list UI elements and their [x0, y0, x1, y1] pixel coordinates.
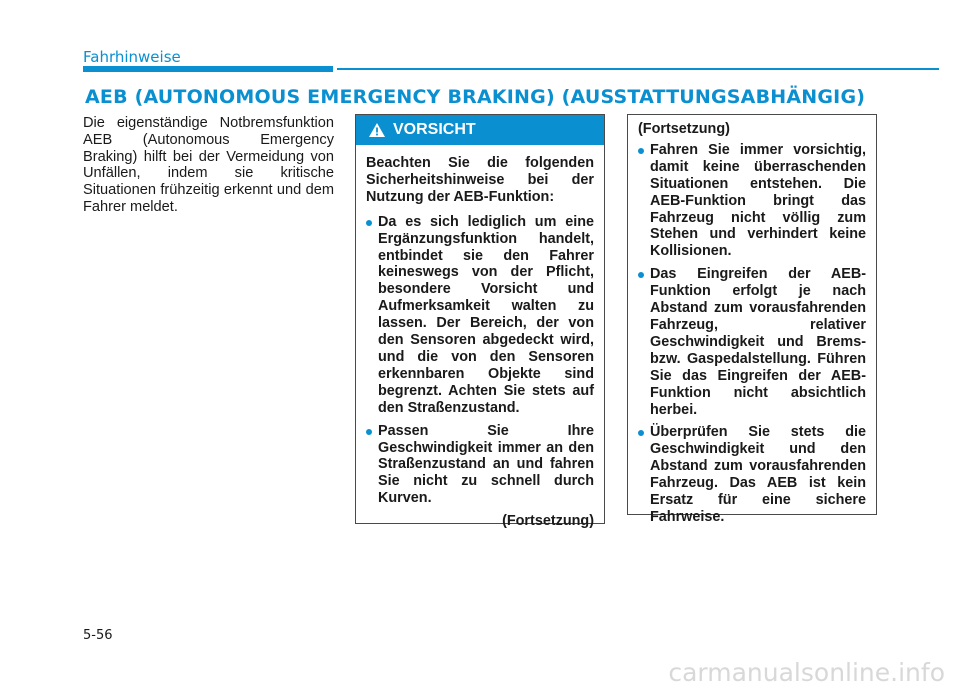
bullet-icon	[638, 430, 644, 436]
header-rule-thin	[337, 68, 939, 70]
list-item-text: Überprüfen Sie stets die Geschwindigkeit und den Abstand zum vorausfahrenden Fahrzeug. Das AEB ist kein Ersatz für eine sichere Fahrweise.	[650, 424, 866, 525]
bullet-icon	[638, 272, 644, 278]
caution-box	[355, 114, 605, 530]
watermark: carmanualsonline.info	[668, 658, 945, 687]
list-item-text: Das Eingreifen der AEB-Funktion erfolgt je nach Abstand zum vorausfahrenden Fahrzeug, relativer Geschwindigkeit und Brems- bzw. Gaspedalstellung. Führen Sie das Eingreifen der AEB-Funktion nicht absichtlich herbei.	[650, 266, 866, 418]
list-item	[638, 142, 866, 260]
warning-triangle-icon	[368, 122, 386, 138]
list-item-text: Da es sich lediglich um eine Ergänzungsfunktion handelt, entbindet sie den Fahrer keineswegs von der Pflicht, besondere Vorsicht und Aufmerksamkeit walten zu lassen. Der Bereich, der von den Sensoren abgedeckt wird, und die von den Sensoren erkennbaren Objekte sind begrenzt. Achten Sie stets auf den Straßenzustand.	[378, 213, 594, 416]
list-item	[366, 214, 594, 417]
continued-label: (Fortsetzung)	[638, 121, 730, 137]
list-item-text: Fahren Sie immer vorsichtig, damit keine überraschenden Situationen entstehen. Die AEB-Funktion bringt das Fahrzeug nicht völlig zum Stehen und verhindert keine Kollisionen.	[650, 141, 866, 260]
list-item-text: Passen Sie Ihre Geschwindigkeit immer an den Straßenzustand an und fahren Sie nicht zu schnell durch Kurven.	[378, 422, 594, 507]
list-item	[638, 424, 866, 525]
page-title: AEB (AUTONOMOUS EMERGENCY BRAKING) (AUSSTATTUNGSABHÄNGIG)	[85, 86, 866, 108]
section-label: Fahrhinweise	[83, 48, 181, 66]
bullet-icon	[366, 220, 372, 226]
intro-paragraph: Die eigenständige Notbremsfunktion AEB (Autonomous Emergency Braking) hilft bei der Vermeidung von Unfällen, indem sie kritische Situationen frühzeitig erkennt und dem Fahrer meldet.	[83, 115, 334, 215]
caution-lead: Beachten Sie die folgenden Sicherheitshinweise bei der Nutzung der AEB-Funktion:	[366, 155, 594, 205]
header-rule-thick	[83, 66, 333, 72]
list-item	[638, 266, 866, 418]
caution-continued-box	[627, 114, 877, 525]
bullet-icon	[366, 429, 372, 435]
caution-title: VORSICHT	[393, 120, 476, 138]
page-number: 5-56	[83, 628, 113, 643]
bullet-icon	[638, 148, 644, 154]
list-item	[366, 423, 594, 508]
caution-header	[356, 115, 604, 145]
continued-note: (Fortsetzung)	[502, 513, 594, 530]
